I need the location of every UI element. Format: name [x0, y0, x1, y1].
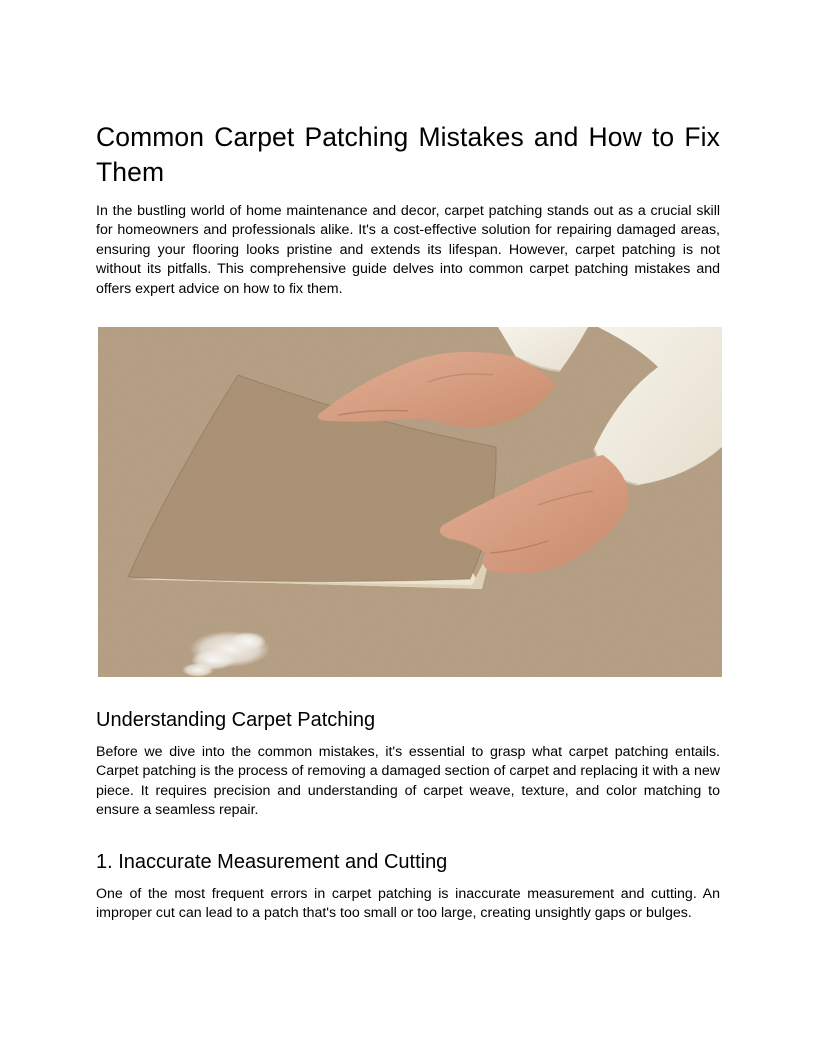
- document-page: [96, 120, 720, 923]
- intro-paragraph: In the bustling world of home maintenance and decor, carpet patching stands out as a crucial skill for homeowners and professionals alike. It's a cost-effective solution for repairing damaged areas, ensuring your flooring looks pristine and extends its lifespan. However, carpet patching is not without its pitfalls. This comprehensive guide delves into common carpet patching mistakes and offers expert advice on how to fix them.: [96, 203, 720, 297]
- carpet-patch-photo: [98, 327, 722, 677]
- section-heading-measurement: 1. Inaccurate Measurement and Cutting: [96, 850, 448, 873]
- section-body-measurement: One of the most frequent errors in carpet patching is inaccurate measurement and cutting. An improper cut can lead to a patch that's too small or too large, creating unsightly gaps or bulges.: [96, 885, 720, 922]
- section-body-understanding: Before we dive into the common mistakes, it's essential to grasp what carpet patching entails. Carpet patching is the process of removing a damaged section of carpet and replacing it with a new piece. It requires precision and understanding of carpet weave, texture, and color matching to ensure a seamless repair.: [96, 744, 720, 819]
- section-heading-understanding: Understanding Carpet Patching: [96, 709, 376, 732]
- page-title: Common Carpet Patching Mistakes and How to Fix Them: [96, 122, 720, 187]
